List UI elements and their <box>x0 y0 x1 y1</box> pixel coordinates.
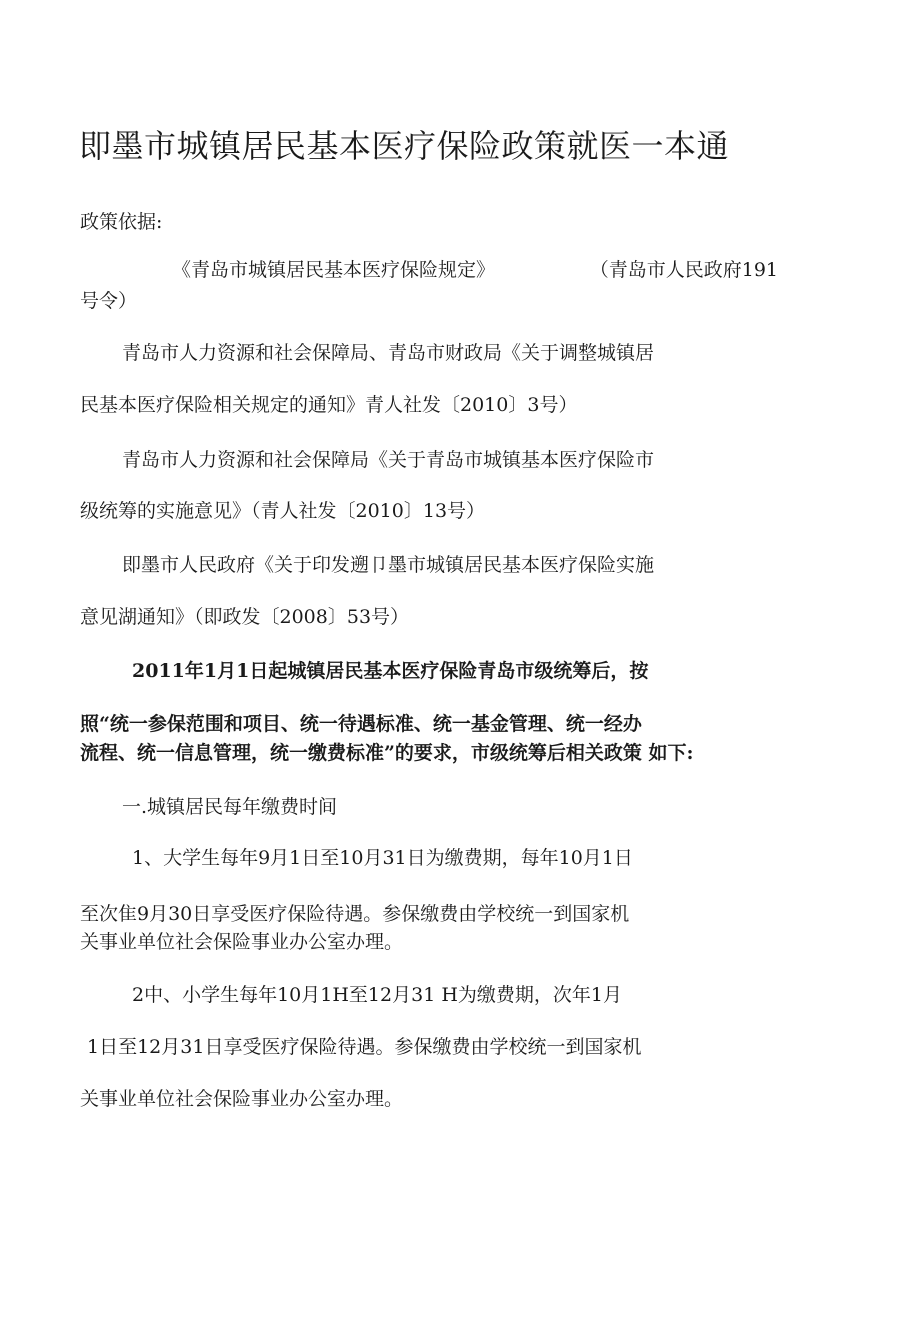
intro-line-1: 2011年1月1日起城镇居民基本医疗保险青岛市级统筹后，按 <box>132 660 649 682</box>
basis-4-line-1: 即墨市人民政府《关于印发遡卩墨市城镇居民基本医疗保险实施 <box>122 554 655 576</box>
intro-line-3: 流程、统一信息管理，统一缴费标准”的要求，市级统筹后相关政策 如下: <box>80 742 694 764</box>
basis-1-continuation: 号令） <box>80 290 138 312</box>
basis-1-row <box>172 258 778 282</box>
item-2-line-2: 1日至12月31日享受医疗保险待遇。参保缴费由学校统一到国家机 <box>87 1036 642 1058</box>
item-2-line-3: 关事业单位社会保险事业办公室办理。 <box>80 1088 404 1110</box>
item-1-line-3: 关事业单位社会保险事业办公室办理。 <box>80 931 404 953</box>
intro-line-2: 照“统一参保范围和项目、统一待遇标准、统一基金管理、统一经办 <box>80 713 642 735</box>
basis-4-line-2: 意见湖通知》（即政发〔2008〕53号） <box>80 606 410 628</box>
basis-2-line-1: 青岛市人力资源和社会保障局、青岛市财政局《关于调整城镇居 <box>122 342 655 364</box>
item-2-line-1: 2中、小学生每年10月1H至12月31 H为缴费期，次年1月 <box>132 984 622 1006</box>
basis-3-line-2: 级统筹的实施意见》（青人社发〔2010〕13号） <box>80 500 486 522</box>
item-1-line-1: 1、大学生每年9月1日至10月31日为缴费期，每年10月1日 <box>132 847 633 869</box>
basis-2-line-2: 民基本医疗保险相关规定的通知》青人社发〔2010〕3号） <box>80 394 578 416</box>
basis-1-document: 《青岛市城镇居民基本医疗保险规定》 <box>172 259 496 281</box>
basis-1-issuer: （青岛市人民政府191 <box>589 259 778 281</box>
section-1-heading: 一.城镇居民每年缴费时间 <box>122 796 338 818</box>
item-1-line-2: 至次隹9月30日享受医疗保险待遇。参保缴费由学校统一到国家机 <box>80 903 630 925</box>
basis-3-line-1: 青岛市人力资源和社会保障局《关于青岛市城镇基本医疗保险市 <box>122 449 655 471</box>
document-title: 即墨市城镇居民基本医疗保险政策就医一本通 <box>79 127 730 165</box>
policy-basis-label: 政策依据: <box>80 211 163 233</box>
